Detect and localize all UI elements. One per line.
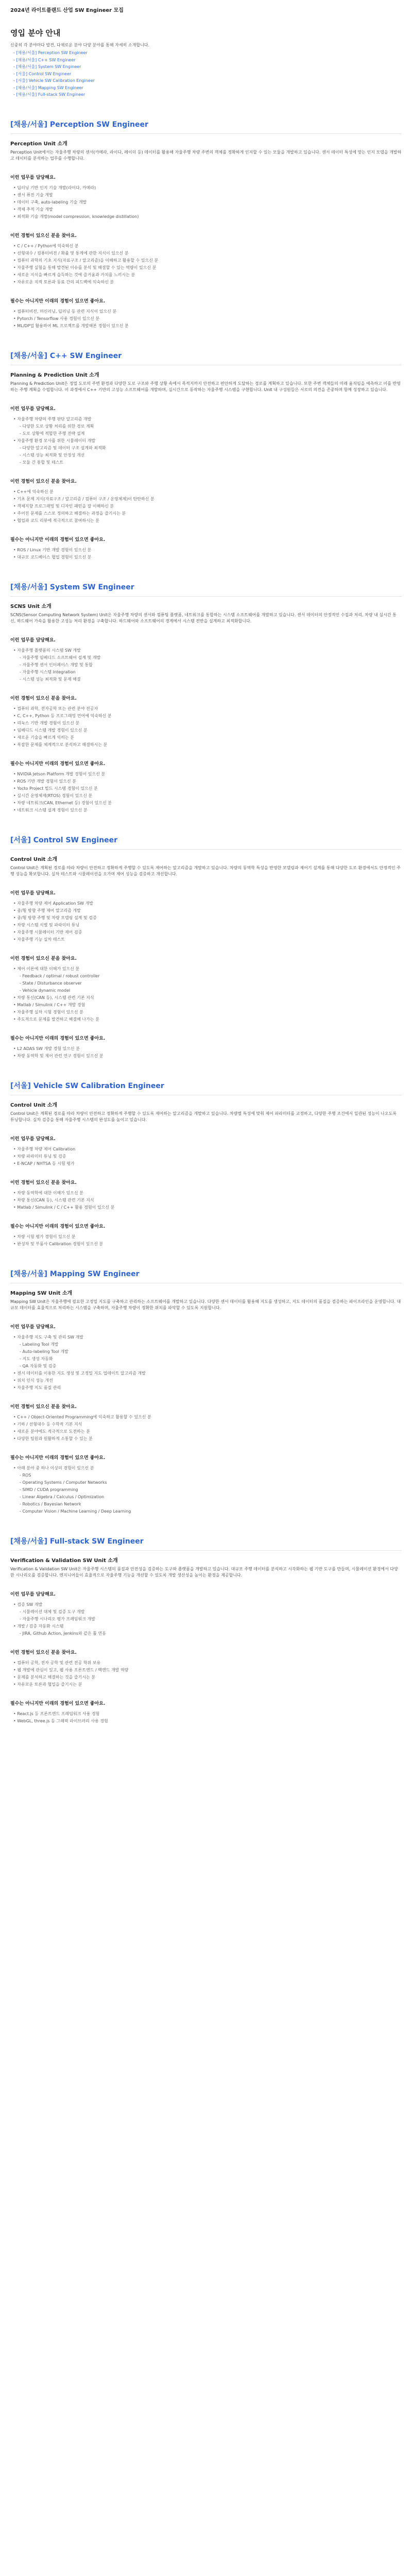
requirement-list xyxy=(10,1710,402,1725)
list-item: • 웹 개발에 관심이 있고, 웹 사용 프론트엔드 / 백엔드 개발 역량 xyxy=(13,1667,402,1674)
list-item: • Yocto Project 빌드 시스템 경험이 있으신 분 xyxy=(13,785,402,792)
job-section xyxy=(10,350,402,561)
requirement-list xyxy=(10,547,402,561)
section-body xyxy=(10,597,402,814)
list-item: • 대규모 코드베이스 협업 경험이 있으신 분 xyxy=(13,554,402,561)
unit-title: SCNS Unit 소개 xyxy=(10,603,52,609)
list-item: • 임베디드 시스템 개발 경험이 있으신 분 xyxy=(13,727,402,734)
list-item: • 종/횡 방향 주행 제어 알고리즘 개발 xyxy=(13,907,402,914)
requirement-list xyxy=(10,647,402,683)
list-item: - Linear Algebra / Calculus / Optimization xyxy=(13,1494,402,1501)
list-item: • React.js 등 프론트엔드 프레임워크 사용 경험 xyxy=(13,1710,402,1718)
requirement-list xyxy=(10,1465,402,1515)
list-item: - Computer Vision / Machine Learning / Deep Learning xyxy=(13,1508,402,1515)
posting-title: 2024년 라이트플랜드 산업 SW Engineer 모집 xyxy=(10,8,124,13)
group-heading: 필수는 아니지만 이래의 경험이 있으면 좋아요. xyxy=(10,1224,106,1229)
job-sections xyxy=(10,119,402,1725)
list-item: • 개발 / 검증 자동화 시스템 xyxy=(13,1623,402,1630)
job-section xyxy=(10,119,402,330)
list-item: • 차량 동역학에 대한 이해가 있으신 분 xyxy=(13,1190,402,1197)
toc-item[interactable] xyxy=(13,84,402,92)
list-item: • 종/횡 방향 주행 및 차량 모델링 설계 및 검증 xyxy=(13,914,402,922)
list-item: • 위치 인식 성능 개선 xyxy=(13,1377,402,1384)
list-item: • 제어 이론에 대한 이해가 있으신 분 xyxy=(13,965,402,973)
section-title: [서울] Vehicle SW Calibration Engineer xyxy=(10,1080,402,1095)
requirement-list xyxy=(10,416,402,466)
toc-item[interactable] xyxy=(13,71,402,78)
group-heading: 이런 경험이 있으신 분을 찾아요. xyxy=(10,1650,77,1655)
requirement-list xyxy=(10,705,402,749)
unit-description: Verification & Validation SW Unit은 자율주행 시스템의 품질과 안전성을 검증하는 도구와 플랫폼을 개발하고 있습니다. 대규모 주행 데이터를 분석하고 시각화하는 웹 기반 도구를 만들며, 시뮬레이션 환경에서 다양한 시나리오를 검증합니다. 엔지니어들이 효율적으로 자율주행 기능을 개선할 수 있도록 개발 생산성을 높이는 환경을 제공합니다. xyxy=(10,1566,398,1578)
unit-title: Control Unit 소개 xyxy=(10,856,58,862)
group-heading: 필수는 아니지만 이래의 경험이 있으면 좋아요. xyxy=(10,1036,106,1041)
list-item: - 시스템 성능 최적화 및 문제 해결 xyxy=(13,676,402,683)
toc-item-prefix: - xyxy=(13,64,16,69)
list-item: • 협업과 코드 리뷰에 적극적으로 참여하시는 분 xyxy=(13,517,402,524)
list-item: • C, C++, Python 등 프로그래밍 언어에 익숙하신 분 xyxy=(13,713,402,720)
group-heading: 이런 업무를 담당해요. xyxy=(10,1324,56,1330)
job-section xyxy=(10,835,402,1060)
list-item: • 기하 / 선형대수 등 수학적 기본 지식 xyxy=(13,1421,402,1428)
list-item: • 차량 동역학 및 제어 관련 연구 경험이 있으신 분 xyxy=(13,1053,402,1060)
intro-text: 신중히 각 분야마다 발견, 다채로운 분야 다양 분야를 통해 자세히 소개합니다. xyxy=(10,43,150,47)
toc-item-prefix: - xyxy=(13,50,16,55)
group-heading: 이런 경험이 있으신 분을 찾아요. xyxy=(10,956,77,961)
group-heading: 이런 경험이 있으신 분을 찾아요. xyxy=(10,233,77,239)
requirement-list xyxy=(10,1146,402,1167)
list-item: - State / Disturbance observer xyxy=(13,980,402,987)
list-item: - Vehicle dynamic model xyxy=(13,987,402,994)
list-item: - 자율주행 시스템 Integration xyxy=(13,669,402,676)
list-item: - SIMD / CUDA programming xyxy=(13,1486,402,1494)
toc-item-prefix: - xyxy=(13,85,16,90)
list-item: • C++에 익숙하신 분 xyxy=(13,488,402,496)
requirement-list xyxy=(10,184,402,221)
toc-link[interactable]: [채용/서울] Full-stack SW Engineer xyxy=(16,92,85,97)
section-title: [채용/서울] Full-stack SW Engineer xyxy=(10,1536,402,1551)
list-item: • E-NCAP / NHTSA 등 시험 평가 xyxy=(13,1160,402,1167)
group-heading: 이런 경험이 있으신 분을 찾아요. xyxy=(10,1180,77,1185)
group-heading: 이런 업무를 담당해요. xyxy=(10,175,56,180)
list-item: - Robotics / Bayesian Network xyxy=(13,1501,402,1508)
toc-item[interactable] xyxy=(13,77,402,84)
unit-description: SCNS(Sensor Computing Network System) Unit은 자율주행 차량의 센서와 컴퓨팅 플랫폼, 네트워크를 통합하는 시스템 소프트웨어를 개발하고 있습니다. 센서 데이터의 안정적인 수집과 처리, 차량 내 실시간 통신, 하드웨어 가속을 활용한 고성능 처리 환경을 구축합니다. 하드웨어와 소프트웨어의 경계에서 시스템 전반을 설계하고 최적화합니다. xyxy=(10,612,397,623)
list-item: - 모듈 간 통합 및 테스트 xyxy=(13,459,402,466)
list-item: • 자유로운 토론과 협업을 즐기시는 분 xyxy=(13,1681,402,1688)
section-body xyxy=(10,1283,402,1515)
section-title: [채용/서울] System SW Engineer xyxy=(10,582,402,597)
section-body xyxy=(10,1095,402,1248)
table-of-contents xyxy=(10,49,402,98)
list-item: • 문제를 분석하고 해결하는 것을 즐기시는 분 xyxy=(13,1674,402,1681)
list-item: • 자유로운 지적 토론과 동료 간의 피드백에 익숙하신 분 xyxy=(13,279,402,286)
list-item: - 자율주행 시나리오 평가 프레임워크 개발 xyxy=(13,1616,402,1623)
unit-description: Planning & Prediction Unit은 정밀 도로의 주변 환경과 다양한 도로 구조와 주행 상황 속에서 목적지까지 안전하고 편안하게 도달하는 경로를 계획하고 있습니다. 또한 주변 객체들의 미래 움직임을 예측하고 이를 반영하는 주행 계획을 수립합니다. 이 과정에서 C++ 기반의 고성능 소프트웨어를 개발하며, 실시간으로 동작하는 자율주행 시스템을 구현합니다. Unit 내 구성원들은 서로의 의견을 존중하며 함께 성장하고 있습니다. xyxy=(10,381,401,392)
group-heading: 이런 업무를 담당해요. xyxy=(10,637,56,643)
section-title: [채용/서울] Perception SW Engineer xyxy=(10,119,402,134)
list-item: • 새로운 분야에도 적극적으로 도전하는 분 xyxy=(13,1428,402,1435)
intro-heading: 영입 분야 안내 xyxy=(10,28,61,38)
toc-link[interactable]: [채용/서울] Mapping SW Engineer xyxy=(16,85,83,90)
toc-link[interactable]: [채용/서울] System SW Engineer xyxy=(16,64,81,69)
list-item: • 주도적으로 문제를 발견하고 해결해 나가는 분 xyxy=(13,1016,402,1023)
requirement-list xyxy=(10,1190,402,1211)
list-item: • 새로운 지식을 빠르게 습득하는 것에 즐거움과 가치를 느끼시는 분 xyxy=(13,272,402,279)
list-item: - Auto-labeling Tool 개발 xyxy=(13,1348,402,1355)
section-title: [채용/서울] Mapping SW Engineer xyxy=(10,1268,402,1283)
list-item: • 차량 통신(CAN 등), 시스템 관련 기본 지식 xyxy=(13,1197,402,1204)
toc-item-prefix: - xyxy=(13,78,16,83)
list-item: • Matlab / Simulink / C / C++ 활용 경험이 있으신 분 xyxy=(13,1204,402,1211)
list-item: • 기초 문제 지식(자료구조 / 알고리즘 / 컴퓨터 구조 / 운영체제)이 탄탄하신 분 xyxy=(13,496,402,503)
list-item: • 복잡한 문제를 체계적으로 분석하고 해결하시는 분 xyxy=(13,741,402,749)
list-item: - Labeling Tool 개발 xyxy=(13,1341,402,1348)
list-item: • 검증 SW 개발 xyxy=(13,1601,402,1608)
group-heading: 이런 경험이 있으신 분을 찾아요. xyxy=(10,479,77,484)
list-item: - JIRA, Github Action, Jenkins와 같은 툴 연동 xyxy=(13,1630,402,1637)
section-body xyxy=(10,850,402,1060)
list-item: • 차량 시스템 식별 및 파라미터 튜닝 xyxy=(13,922,402,929)
list-item: • C++ / Object-Oriented Programming에 익숙하고 활용할 수 있으신 분 xyxy=(13,1414,402,1421)
toc-item[interactable] xyxy=(13,49,402,57)
unit-description: Perception Unit에서는 자율주행 차량의 센서(카메라, 라이다, 레이더 등) 데이터를 활용해 자율주행 차량 주변의 객체를 정확하게 인지할 수 있는 모듈을 개발하고 있습니다. 센서 데이터 특성에 맞는 인지 모델을 개발하고 데이터를 분석하는 업무를 수행합니다. xyxy=(10,149,402,161)
list-item: • NVIDIA Jetson Platform 개발 경험이 있으신 분 xyxy=(13,771,402,778)
unit-description: Control Unit은 계획된 경로를 따라 차량이 안전하고 정확하게 주행할 수 있도록 제어하는 알고리즘을 개발하고 있습니다. 차량별 특성에 맞춰 제어 파라미터를 교정하고, 다양한 주행 조건에서 일관된 성능이 나오도록 튜닝합니다. 실차 검증을 통해 자율주행 시스템의 완성도를 높이고 있습니다. xyxy=(10,1111,397,1122)
group-heading: 이런 업무를 담당해요. xyxy=(10,890,56,896)
list-item: - Operating Systems / Computer Networks xyxy=(13,1479,402,1486)
list-item: • 실시간 운영체제(RTOS) 경험이 있으신 분 xyxy=(13,792,402,800)
requirement-list xyxy=(10,771,402,814)
toc-item-prefix: - xyxy=(13,71,16,76)
list-item: • C / C++ / Python에 익숙하신 분 xyxy=(13,243,402,250)
list-item: - 자율주행 임베디드 소프트웨어 설계 및 개발 xyxy=(13,654,402,662)
toc-link[interactable]: [서울] Control SW Engineer xyxy=(16,71,72,76)
section-body xyxy=(10,1551,402,1725)
group-heading: 이런 경험이 있으신 분을 찾아요. xyxy=(10,696,77,701)
list-item: • 자율주행 차량의 주행 판단 알고리즘 개발 xyxy=(13,416,402,423)
section-title: [서울] Control SW Engineer xyxy=(10,835,402,850)
list-item: • 자율주행 실험을 통해 발견된 이슈를 분석 및 해결할 수 있는 역량이 있으신 분 xyxy=(13,264,402,272)
list-item: • 자율주행 차량 제어 Application SW 개발 xyxy=(13,900,402,907)
requirement-list xyxy=(10,1659,402,1688)
requirement-list xyxy=(10,1334,402,1392)
list-item: • 주어진 문제를 스스로 정의하고 해결하는 과정을 즐기시는 분 xyxy=(13,510,402,517)
list-item: • 선형대수 / 컴퓨터비전 / 확률 및 통계에 관한 지식이 있으신 분 xyxy=(13,250,402,257)
list-item: - 자율주행 센서 인터페이스 개발 및 통합 xyxy=(13,662,402,669)
section-body xyxy=(10,365,402,561)
list-item: • 아래 분야 중 하나 이상의 경험이 있으신 분 xyxy=(13,1465,402,1472)
list-item: • Pytorch / Tensorflow 사용 경험이 있으신 분 xyxy=(13,315,402,323)
list-item: - 지도 생성 자동화 xyxy=(13,1355,402,1363)
list-item: • 자율주행 환경 모사를 위한 시뮬레이터 개발 xyxy=(13,437,402,445)
toc-link[interactable]: [채용/서울] Perception SW Engineer xyxy=(16,50,88,55)
job-section xyxy=(10,582,402,814)
group-heading: 이런 업무를 담당해요. xyxy=(10,1136,56,1142)
unit-title: Control Unit 소개 xyxy=(10,1102,58,1108)
list-item: - QA 자동화 및 검증 xyxy=(13,1363,402,1370)
toc-item[interactable] xyxy=(13,91,402,98)
requirement-list xyxy=(10,1601,402,1637)
list-item: • 새로운 기술을 빠르게 익히는 분 xyxy=(13,734,402,741)
toc-item-prefix: - xyxy=(13,92,16,97)
list-item: • 자율주행 차량 제어 Calibration xyxy=(13,1146,402,1153)
list-item: • 차량 통신(CAN 등), 시스템 관련 기본 지식 xyxy=(13,994,402,1002)
list-item: • 컴퓨터 공학, 전자 공학 및 관련 전공 학위 보유 xyxy=(13,1659,402,1667)
list-item: • 컴퓨터 과학, 전자공학 또는 관련 분야 전공자 xyxy=(13,705,402,713)
list-item: • 센서 데이터를 이용한 지도 생성 및 고정밀 지도 업데이트 알고리즘 개발 xyxy=(13,1370,402,1377)
list-item: - 다양한 도로 상황 처리를 위한 경로 계획 xyxy=(13,423,402,430)
requirement-list xyxy=(10,308,402,330)
group-heading: 필수는 아니지만 이래의 경험이 있으면 좋아요. xyxy=(10,537,106,543)
list-item: • L2 ADAS SW 개발 경험 있으신 분 xyxy=(13,1045,402,1053)
unit-title: Verification & Validation SW Unit 소개 xyxy=(10,1557,118,1564)
list-item: • 차량 시험 평가 경험이 있으신 분 xyxy=(13,1233,402,1241)
unit-title: Perception Unit 소개 xyxy=(10,141,67,147)
group-heading: 필수는 아니지만 이래의 경험이 있으면 좋아요. xyxy=(10,761,106,767)
section-title: [채용/서울] C++ SW Engineer xyxy=(10,350,402,365)
list-item: • 네트워크 시스템 설계 경험이 있으신 분 xyxy=(13,807,402,814)
list-item: - ROS xyxy=(13,1472,402,1479)
list-item: - 시스템 성능 최적화 및 안정성 개선 xyxy=(13,452,402,459)
requirement-list xyxy=(10,1414,402,1443)
unit-description: Mapping SW Unit은 자율주행에 필요한 고정밀 지도를 구축하고 관리하는 소프트웨어를 개발하고 있습니다. 다양한 센서 데이터를 활용해 지도를 생성하고, 지도 데이터의 품질을 검증하는 파이프라인을 운영합니다. 대규모 데이터를 효율적으로 처리하는 시스템을 구축하며, 자율주행 차량이 정확한 위치를 파악할 수 있도록 지원합니다. xyxy=(10,1299,401,1310)
list-item: • 컴퓨터비전, 머신러닝, 딥러닝 등 관련 지식이 있으신 분 xyxy=(13,308,402,315)
list-item: • ML/DP업 활용하여 ML 프로젝트를 개발해본 경험이 있으신 분 xyxy=(13,323,402,330)
requirement-list xyxy=(10,965,402,1023)
list-item: • 자율주행 지도 구축 및 관리 SW 개발 xyxy=(13,1334,402,1341)
unit-title: Planning & Prediction Unit 소개 xyxy=(10,372,99,378)
requirement-list xyxy=(10,1233,402,1248)
list-item: • WebGL, three.js 등 그래픽 라이브러리 사용 경험 xyxy=(13,1718,402,1725)
toc-item[interactable] xyxy=(13,57,402,64)
list-item: - 도로 상황에 적합한 주행 전략 설계 xyxy=(13,430,402,437)
job-section xyxy=(10,1268,402,1515)
list-item: • Matlab / Simulink / C++ 개발 경험 xyxy=(13,1002,402,1009)
group-heading: 이런 업무를 담당해요. xyxy=(10,406,56,412)
list-item: • 객체 추적 기술 개발 xyxy=(13,206,402,213)
list-item: • 차량 파라미터 튜닝 및 검증 xyxy=(13,1153,402,1160)
group-heading: 이런 경험이 있으신 분을 찾아요. xyxy=(10,1404,77,1410)
list-item: • 자율주행 실차 시험 경험이 있으신 분 xyxy=(13,1009,402,1016)
job-section xyxy=(10,1536,402,1725)
requirement-list xyxy=(10,1045,402,1060)
list-item: • 다양한 팀원과 원활하게 소통할 수 있는 분 xyxy=(13,1435,402,1443)
job-section xyxy=(10,1080,402,1248)
list-item: • 객체지향 프로그래밍 및 디자인 패턴을 잘 이해하신 분 xyxy=(13,503,402,510)
list-item: • 센서 퓨전 기술 개발 xyxy=(13,192,402,199)
toc-item-prefix: - xyxy=(13,57,16,62)
group-heading: 이런 업무를 담당해요. xyxy=(10,1591,56,1597)
list-item: • 자율주행 기능 실차 테스트 xyxy=(13,936,402,943)
section-body xyxy=(10,134,402,330)
toc-link[interactable]: [채용/서울] C++ SW Engineer xyxy=(16,57,76,62)
list-item: • 딥러닝 기반 인지 기술 개발(라이다, 카메라) xyxy=(13,184,402,192)
toc-item[interactable] xyxy=(13,63,402,71)
list-item: • 컴퓨터 과학의 기초 지식(자료구조 / 알고리즘)을 이해하고 활용할 수 있으신 분 xyxy=(13,257,402,264)
list-item: • ROS / Linux 기반 개발 경험이 있으신 분 xyxy=(13,547,402,554)
list-item: • 자율주행 지도 품질 관리 xyxy=(13,1384,402,1392)
list-item: • 자율주행 시뮬레이터 기반 제어 검증 xyxy=(13,929,402,936)
requirement-list xyxy=(10,243,402,286)
list-item: - 다양한 알고리즘 및 데이터 구조 설계와 최적화 xyxy=(13,445,402,452)
list-item: • 데이터 구축, auto-labeling 기술 개발 xyxy=(13,199,402,206)
toc-link[interactable]: [서울] Vehicle SW Calibration Engineer xyxy=(16,78,95,83)
list-item: • ROS 기반 개발 경험이 있으신 분 xyxy=(13,778,402,785)
group-heading: 필수는 아니지만 이래의 경험이 있으면 좋아요. xyxy=(10,1455,106,1461)
list-item: - 시뮬레이션 대체 및 검증 도구 개발 xyxy=(13,1608,402,1616)
list-item: • 완성차 및 부품사 Calibration 경험이 있으신 분 xyxy=(13,1241,402,1248)
requirement-list xyxy=(10,488,402,524)
list-item: • 차량 네트워크(CAN, Ethernet 등) 경험이 있으신 분 xyxy=(13,800,402,807)
list-item: • 최적화 기술 개발(model compression, knowledge distillation) xyxy=(13,213,402,221)
group-heading: 필수는 아니지만 이래의 경험이 있으면 좋아요. xyxy=(10,1701,106,1706)
list-item: • 리눅스 기반 개발 경험이 있으신 분 xyxy=(13,720,402,727)
unit-title: Mapping SW Unit 소개 xyxy=(10,1290,73,1296)
group-heading: 필수는 아니지만 이래의 경험이 있으면 좋아요. xyxy=(10,298,106,304)
requirement-list xyxy=(10,900,402,943)
list-item: - Feedback / optimal / robust controller xyxy=(13,973,402,980)
unit-description: Control Unit은 계획된 경로를 따라 차량이 안전하고 정확하게 주행할 수 있도록 제어하는 알고리즘을 개발하고 있습니다. 차량의 동역학 특성을 반영한 모델링과 제어기 설계를 통해 다양한 도로 환경에서도 안정적인 주행 성능을 확보합니다. 실차 테스트와 시뮬레이션을 오가며 제어 성능을 검증하고 개선합니다. xyxy=(10,865,401,876)
list-item: • 자율주행 플랫폼의 시스템 SW 개발 xyxy=(13,647,402,654)
